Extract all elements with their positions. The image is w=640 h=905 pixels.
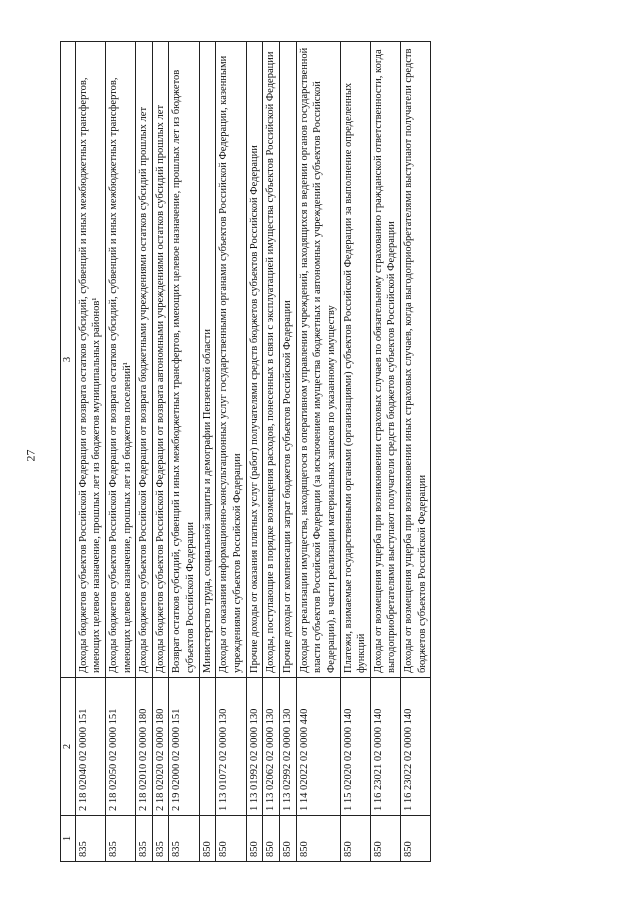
description-cell: Возврат остатков субсидий, субвенций и иных межбюджетных трансфертов, имеющих целевое назначение, прошлых лет из бюджетов субъектов Российской Федерации (169, 42, 199, 678)
admin-code-cell: 850 (296, 816, 340, 862)
admin-code-cell: 850 (263, 816, 280, 862)
admin-code-cell: 835 (75, 816, 105, 862)
description-cell: Прочие доходы от компенсации затрат бюджетов субъектов Российской Федерации (279, 42, 296, 678)
table-row (199, 42, 216, 862)
admin-code-cell: 850 (401, 816, 431, 862)
description-cell: Доходы бюджетов субъектов Российской Федерации от возврата бюджетными учреждениями остатков субсидий прошлых лет (136, 42, 153, 678)
table-row (340, 42, 370, 862)
table-row (216, 42, 246, 862)
revenue-code-cell: 1 13 01992 02 0000 130 (246, 678, 263, 816)
revenue-code-cell: 1 16 23021 02 0000 140 (370, 678, 400, 816)
revenue-code-cell: 2 18 02020 02 0000 180 (152, 678, 169, 816)
table-row (246, 42, 263, 862)
table-row (152, 42, 169, 862)
revenue-code-cell: 2 18 02010 02 0000 180 (136, 678, 153, 816)
revenue-code-cell (199, 678, 216, 816)
revenue-code-cell: 1 15 02020 02 0000 140 (340, 678, 370, 816)
table-row (169, 42, 199, 862)
rotated-table-container (60, 42, 580, 862)
description-cell: Платежи, взимаемые государственными органами (организациями) субъектов Российской Федерации за выполнение определенных функций (340, 42, 370, 678)
description-cell: Доходы бюджетов субъектов Российской Федерации от возврата автономными учреждениями остатков субсидий прошлых лет (152, 42, 169, 678)
header-col-2: 2 (61, 678, 76, 816)
revenue-code-cell: 1 13 02992 02 0000 130 (279, 678, 296, 816)
revenue-codes-table (60, 41, 431, 862)
admin-code-cell: 850 (199, 816, 216, 862)
description-cell: Доходы бюджетов субъектов Российской Федерации от возврата остатков субсидий, субвенций и иных межбюджетных трансфертов, имеющих целевое назначение, прошлых лет из бюджетов поселений¹ (105, 42, 135, 678)
revenue-code-cell: 2 18 02040 02 0000 151 (75, 678, 105, 816)
admin-code-cell: 835 (152, 816, 169, 862)
admin-code-cell: 850 (340, 816, 370, 862)
header-col-3: 3 (61, 42, 76, 678)
table-row (263, 42, 280, 862)
revenue-code-cell: 1 13 01072 02 0000 130 (216, 678, 246, 816)
description-cell: Министерство труда, социальной защиты и демографии Пензенской области (199, 42, 216, 678)
page-number: 27 (23, 449, 38, 462)
table-row (370, 42, 400, 862)
table-row (279, 42, 296, 862)
table-body (75, 42, 431, 862)
description-cell: Прочие доходы от оказания платных услуг (работ) получателями средств бюджетов субъектов Российской Федерации (246, 42, 263, 678)
description-cell: Доходы от оказания информационно-консультационных услуг государственными органами субъектов Российской Федерации, казенными учреждениями субъектов Российской Федерации (216, 42, 246, 678)
admin-code-cell: 835 (136, 816, 153, 862)
description-cell: Доходы от возмещения ущерба при возникновении иных страховых случаев, когда выгодоприобретателями выступают получатели средств бюджетов субъектов Российской Федерации (401, 42, 431, 678)
admin-code-cell: 850 (246, 816, 263, 862)
table-row (136, 42, 153, 862)
description-cell: Доходы от реализации имущества, находящегося в оперативном управлении учреждений, находящихся в ведении органов государственной власти субъектов Российской Федерации (за исключением имущества бюджетных и автономных учреждений субъектов Российской Федерации), в части реализации материальных запасов по указанному имуществу (296, 42, 340, 678)
description-cell: Доходы бюджетов субъектов Российской Федерации от возврата остатков субсидий, субвенций и иных межбюджетных трансфертов, имеющих целевое назначение, прошлых лет из бюджетов муниципальных районов¹ (75, 42, 105, 678)
revenue-code-cell: 1 14 02022 02 0000 440 (296, 678, 340, 816)
admin-code-cell: 850 (279, 816, 296, 862)
admin-code-cell: 835 (105, 816, 135, 862)
admin-code-cell: 850 (370, 816, 400, 862)
table-row (296, 42, 340, 862)
table-row (105, 42, 135, 862)
revenue-code-cell: 2 19 02000 02 0000 151 (169, 678, 199, 816)
header-col-1: 1 (61, 816, 76, 862)
admin-code-cell: 835 (169, 816, 199, 862)
table-row (401, 42, 431, 862)
admin-code-cell: 850 (216, 816, 246, 862)
table-row (75, 42, 105, 862)
revenue-code-cell: 1 16 23022 02 0000 140 (401, 678, 431, 816)
description-cell: Доходы от возмещения ущерба при возникновении страховых случаев по обязательному страхованию гражданской ответственности, когда выгодоприобретателями выступают получатели средств бюджетов субъектов Российской Федерации (370, 42, 400, 678)
revenue-code-cell: 1 13 02062 02 0000 130 (263, 678, 280, 816)
revenue-code-cell: 2 18 02050 02 0000 151 (105, 678, 135, 816)
description-cell: Доходы, поступающие в порядке возмещения расходов, понесенных в связи с эксплуатацией имущества субъектов Российской Федерации (263, 42, 280, 678)
table-header-row (61, 42, 76, 862)
